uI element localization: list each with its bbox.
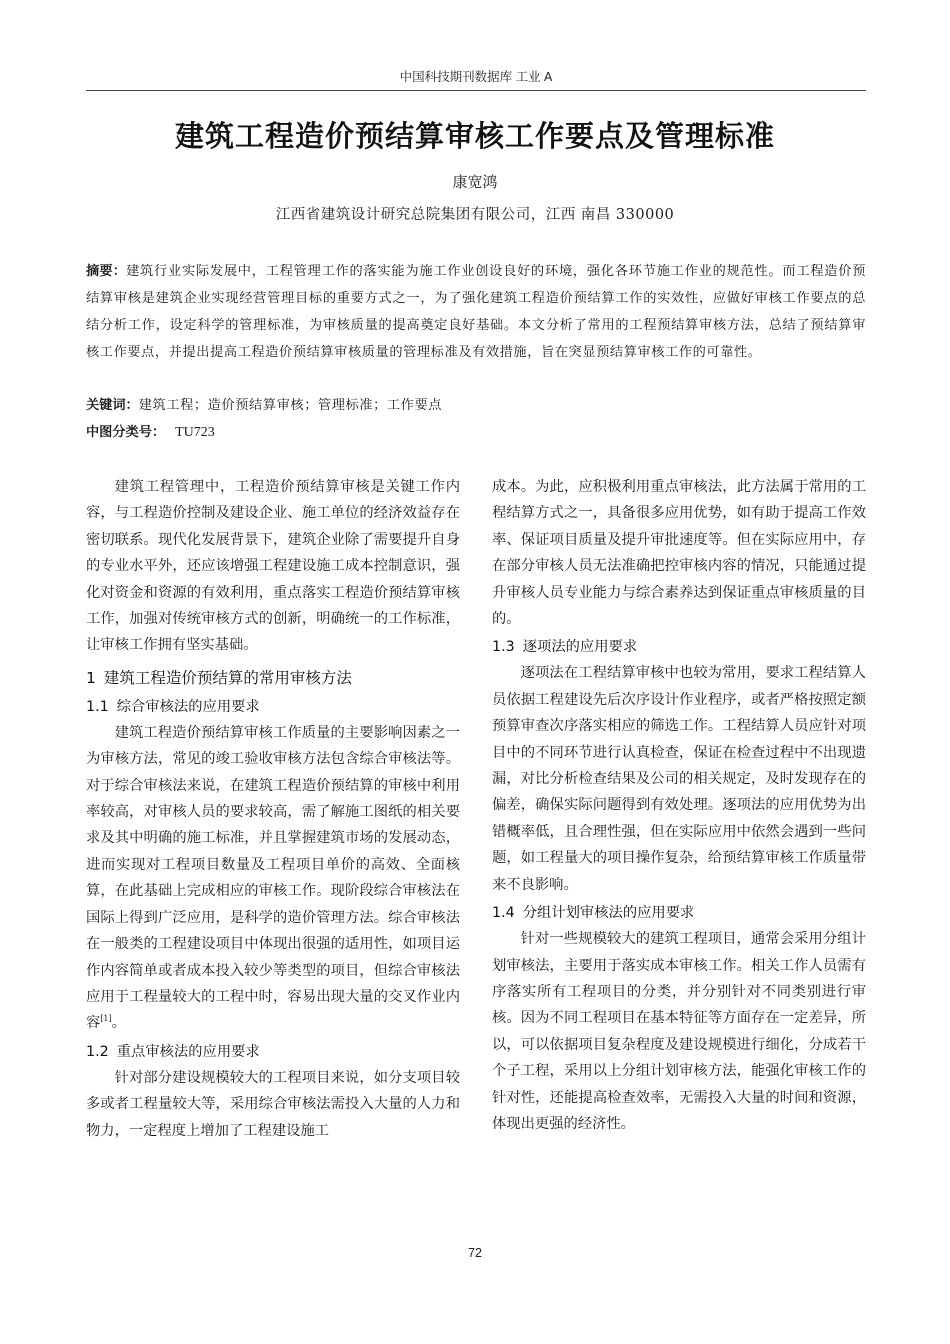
abstract [86,258,866,366]
author-name: 康宽鸿 [452,173,498,191]
section-1-1-heading [86,695,460,719]
right-column [492,474,866,1137]
article-title: 建筑工程造价预结算审核工作要点及管理标准 [174,119,775,153]
section-1-1-paragraph [86,720,460,1037]
section-1-3-heading [492,635,866,659]
running-head: 中国科技期刊数据库 工业 A [86,68,866,91]
section-1-3-number: 1.3 [492,639,515,656]
section-1-4-paragraph: 针对一些规模较大的建筑工程项目，通常会采用分组计划审核法，主要用于落实成本审核工作。相关工作人员需有序落实所有工程项目的分类，并分别针对不同类别进行审核。因为不同工程项目在基本特征等方面存在一定差异，所以，可以依据项目复杂程度及建设规模进行细化，分成若干个子工程，采用以上分组计划审核方法，能强化审核工作的针对性，还能提高检查效率，无需投入大量的时间和资源，体现出更强的经济性。 [492,931,866,1132]
keywords-label: 关键词： [86,398,139,413]
section-1-number: 1 [86,668,96,687]
clc-value: TU723 [175,425,215,440]
section-1-1-number: 1.1 [86,698,109,715]
citation-1: [1] [100,1014,112,1024]
section-1-4-title: 分组计划审核法的应用要求 [522,905,695,922]
section-1-heading [86,665,460,691]
section-1-1-text: 建筑工程造价预结算审核工作质量的主要影响因素之一为审核方法，常见的竣工验收审核方法包含综合审核法等。对于综合审核法来说，在建筑工程造价预结算的审核中利用率较高，对审核人员的要求较高，需了解施工图纸的相关要求及其中明确的施工标准，并且掌握建筑市场的发展动态，进而实现对工程项目数量及工程项目单价的高效、全面核算，在此基础上完成相应的审核工作。现阶段综合审核法在国际上得到广泛应用，是科学的造价管理方法。综合审核法在一般类的工程建设项目中体现出很强的适用性，如项目运作内容简单或者成本投入较少等类型的项目，但综合审核法应用于工程量较大的工程中时，容易出现大量的交叉作业内容 [86,724,460,1032]
section-1-4-heading [492,901,866,925]
keywords [86,395,866,417]
keywords-text: 建筑工程；造价预结算审核；管理标准；工作要点 [138,398,443,413]
clc-label: 中图分类号： [86,425,166,440]
section-1-2-paragraph-start: 针对部分建设规模较大的工程项目来说，如分支项目较多或者工程量较大等，采用综合审核法需投入大量的人力和物力，一定程度上增加了工程建设施工 [86,1069,460,1139]
section-1-2-paragraph-continued: 成本。为此，应积极利用重点审核法，此方法属于常用的工程结算方式之一，具备很多应用优势，如有助于提高工作效率、保证项目质量及提升审批速度等。但在实际应用中，存在部分审核人员无法准确把控审核内容的情况，只能通过提升审核人员专业能力与综合素养达到保证重点审核质量的目的。 [492,479,866,628]
abstract-text: 建筑行业实际发展中，工程管理工作的落实能为施工作业创设良好的环境，强化各环节施工作业的规范性。而工程造价预结算审核是建筑企业实现经营管理目标的重要方式之一，为了强化建筑工程造价预结算工作的实效性，应做好审核工作要点的总结分析工作，设定科学的管理标准，为审核质量的提高奠定良好基础。本文分析了常用的工程预结算审核方法，总结了预结算审核工作要点，并提出提高工程造价预结算审核质量的管理标准及有效措施，旨在突显预结算审核工作的可靠性。 [86,264,866,360]
abstract-label: 摘要： [86,264,127,279]
section-1-3-title: 逐项法的应用要求 [522,639,638,656]
section-1-2-heading [86,1040,460,1064]
classification-number [86,422,866,444]
section-1-4-number: 1.4 [492,905,515,922]
left-column [86,474,460,1144]
author-affiliation: 江西省建筑设计研究总院集团有限公司，江西 南昌 330000 [275,207,675,223]
section-1-2-number: 1.2 [86,1043,109,1060]
page-number: 72 [468,1246,482,1260]
section-1-3-paragraph: 逐项法在工程结算审核中也较为常用，要求工程结算人员依据工程建设先后次序设计作业程序，或者严格按照定额预算审查次序落实相应的筛选工作。工程结算人员应针对项目中的不同环节进行认真检查，保证在检查过程中不出现遗漏，对比分析检查结果及公司的相关规定，及时发现存在的偏差，确保实际问题得到有效处理。逐项法的应用优势为出错概率低，且合理性强，但在实际应用中依然会遇到一些问题，如工程量大的项目操作复杂，给预结算审核工作质量带来不良影响。 [492,665,866,893]
section-1-1-title: 综合审核法的应用要求 [116,698,260,715]
section-1-1-end: 。 [111,1015,126,1032]
section-1-title: 建筑工程造价预结算的常用审核方法 [103,668,352,687]
section-1-2-title: 重点审核法的应用要求 [116,1043,260,1060]
intro-paragraph: 建筑工程管理中，工程造价预结算审核是关键工作内容，与工程造价控制及建设企业、施工单位的经济效益存在密切联系。现代化发展背景下，建筑企业除了需要提升自身的专业水平外，还应该增强工程建设施工成本控制意识，强化对资金和资源的有效利用，重点落实工程造价预结算审核工作，加强对传统审核方式的创新，明确统一的工作标准，让审核工作拥有坚实基础。 [86,479,460,654]
